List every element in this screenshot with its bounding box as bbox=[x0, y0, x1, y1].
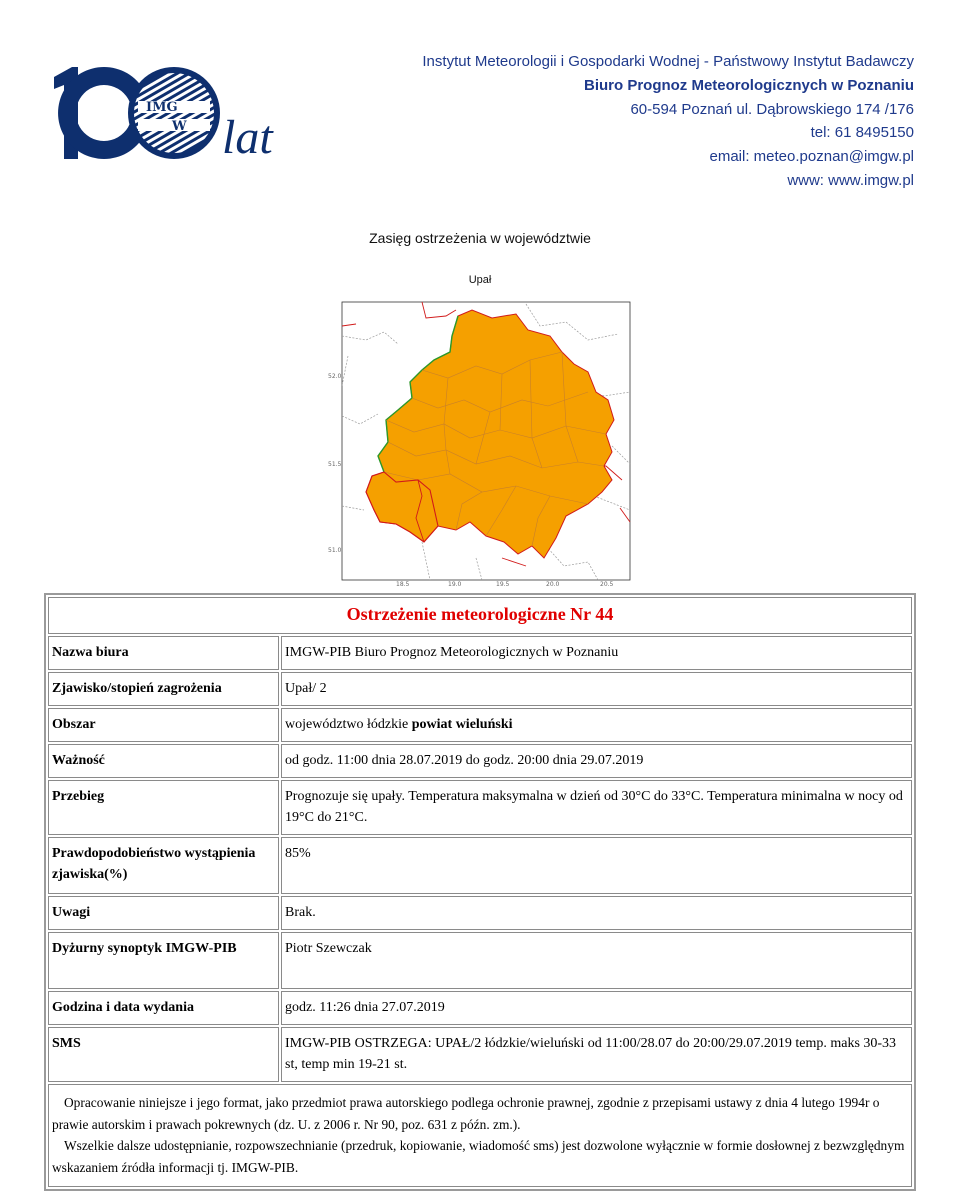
svg-text:51.0: 51.0 bbox=[328, 547, 342, 554]
office-phone: tel: 61 8495150 bbox=[810, 124, 914, 142]
warning-title: Ostrzeżenie meteorologiczne Nr 44 bbox=[48, 597, 912, 634]
row-value: 85% bbox=[281, 837, 912, 894]
row-value bbox=[281, 708, 912, 742]
institute-header bbox=[422, 50, 914, 193]
office-email: email: meteo.poznan@imgw.pl bbox=[709, 148, 914, 166]
table-row bbox=[48, 932, 912, 989]
area-district: powiat wieluński bbox=[411, 717, 513, 732]
row-value: od godz. 11:00 dnia 28.07.2019 do godz. 20:00 dnia 29.07.2019 bbox=[281, 744, 912, 778]
svg-text:20.0: 20.0 bbox=[546, 581, 560, 588]
copyright-paragraph: Opracowanie niniejsze i jego format, jako przedmiot prawa autorskiego podlega ochronie prawnej, zgodnie z przepisami ustawy z dnia 4 lutego 1994r o prawie autorskim i prawach pokrewnych (dz. U. z 2006 r. Nr 90, poz. 631 z późn. zm.). bbox=[52, 1095, 880, 1132]
table-row bbox=[48, 672, 912, 706]
distribution-paragraph: Wszelkie dalsze udostępnianie, rozpowszechnianie (przedruk, kopiowanie, wiadomość sms) jest dozwolone wyłącznie w formie dosłownej z bezwzględnym wskazaniem źródła informacji tj. IMGW-PIB. bbox=[52, 1138, 905, 1175]
svg-text:18.5: 18.5 bbox=[396, 581, 410, 588]
row-label: Ważność bbox=[48, 744, 279, 778]
area-region: województwo łódzkie bbox=[285, 717, 409, 732]
svg-text:19.5: 19.5 bbox=[496, 581, 510, 588]
svg-text:lat: lat bbox=[222, 111, 273, 164]
row-value: godz. 11:26 dnia 27.07.2019 bbox=[281, 991, 912, 1025]
row-label: Zjawisko/stopień zagrożenia bbox=[48, 672, 279, 706]
row-value: Piotr Szewczak bbox=[281, 932, 912, 989]
table-row bbox=[48, 837, 912, 894]
office-address: 60-594 Poznań ul. Dąbrowskiego 174 /176 bbox=[630, 100, 914, 118]
svg-text:51.5: 51.5 bbox=[328, 461, 342, 468]
svg-text:W: W bbox=[172, 119, 187, 134]
warning-range-map bbox=[326, 296, 638, 588]
row-value: IMGW-PIB OSTRZEGA: UPAŁ/2 łódzkie/wieluński od 11:00/28.07 do 20:00/29.07.2019 temp. maks 30-33 st, temp min 19-21 st. bbox=[281, 1027, 912, 1082]
office-www: www: www.imgw.pl bbox=[787, 171, 914, 189]
row-value: Brak. bbox=[281, 896, 912, 930]
table-row bbox=[48, 708, 912, 742]
institute-name: Instytut Meteorologii i Gospodarki Wodnej - Państwowy Instytut Badawczy bbox=[422, 53, 914, 70]
row-label: SMS bbox=[48, 1027, 279, 1082]
row-label: Godzina i data wydania bbox=[48, 991, 279, 1025]
row-label: Nazwa biura bbox=[48, 636, 279, 670]
row-label: Uwagi bbox=[48, 896, 279, 930]
table-row bbox=[48, 991, 912, 1025]
warning-table bbox=[44, 593, 916, 1191]
row-label: Obszar bbox=[48, 708, 279, 742]
row-label: Przebieg bbox=[48, 780, 279, 835]
svg-text:IMG: IMG bbox=[146, 100, 178, 115]
table-row bbox=[48, 780, 912, 835]
table-row bbox=[48, 744, 912, 778]
svg-text:20.5: 20.5 bbox=[600, 581, 614, 588]
table-row bbox=[48, 636, 912, 670]
row-value: Upał/ 2 bbox=[281, 672, 912, 706]
table-row bbox=[48, 896, 912, 930]
row-value: IMGW-PIB Biuro Prognoz Meteorologicznych w Poznaniu bbox=[281, 636, 912, 670]
map-caption: Zasięg ostrzeżenia w województwie bbox=[369, 230, 591, 246]
row-label: Prawdopodobieństwo wystąpienia zjawiska(%) bbox=[48, 837, 279, 894]
row-value: Prognozuje się upały. Temperatura maksymalna w dzień od 30°C do 33°C. Temperatura minimalna w nocy od 19°C do 21°C. bbox=[281, 780, 912, 835]
row-label: Dyżurny synoptyk IMGW-PIB bbox=[48, 932, 279, 989]
map-title: Upał bbox=[468, 274, 492, 286]
office-name: Biuro Prognoz Meteorologicznych w Poznaniu bbox=[583, 76, 914, 94]
svg-text:52.0: 52.0 bbox=[328, 373, 342, 380]
copyright-notice bbox=[48, 1084, 912, 1187]
imgw-100-lat-logo bbox=[50, 55, 290, 165]
table-row bbox=[48, 1027, 912, 1082]
svg-text:19.0: 19.0 bbox=[448, 581, 462, 588]
